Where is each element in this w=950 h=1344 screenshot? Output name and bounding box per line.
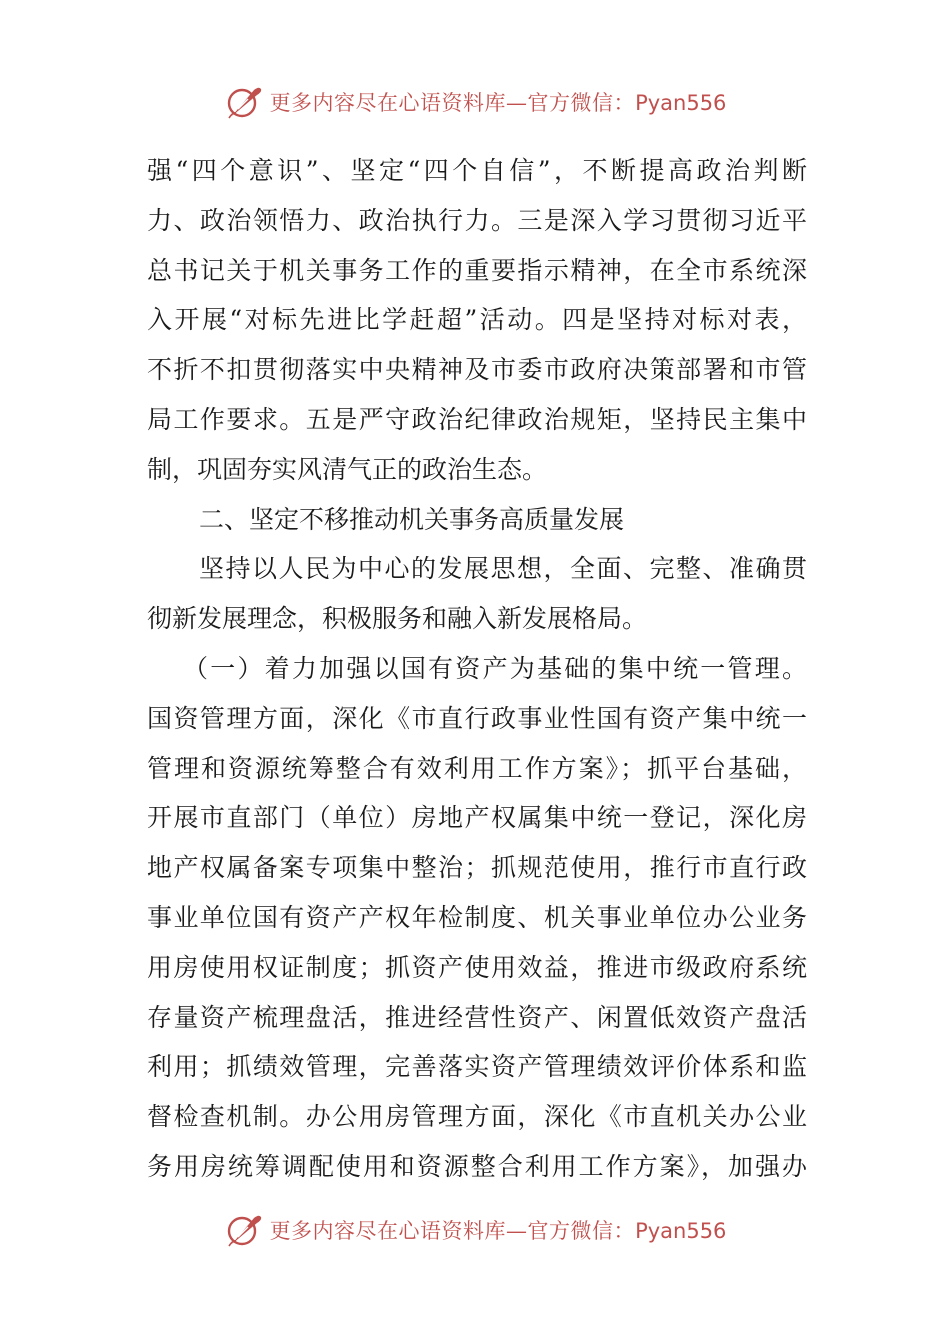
document-body [147, 146, 807, 1192]
paragraph-line: 管理和资源统筹整合有效利用工作方案》；抓平台基础， [147, 753, 807, 783]
watermark-account: Pyan556 [635, 1219, 727, 1243]
paragraph-line: 务用房统筹调配使用和资源整合利用工作方案》，加强办 [147, 1151, 807, 1181]
quill-pen-logo-icon [224, 82, 264, 122]
watermark-header [0, 80, 950, 124]
paragraph-line: 用房使用权证制度；抓资产使用效益，推进市级政府系统 [147, 952, 807, 982]
paragraph-line: 入开展“对标先进比学赶超”活动。四是坚持对标对表， [147, 305, 807, 335]
paragraph-line: 国资管理方面，深化《市直行政事业性国有资产集中统一 [147, 703, 807, 733]
paragraph-line: 利用；抓绩效管理，完善落实资产管理绩效评价体系和监 [147, 1052, 807, 1082]
paragraph-line: 地产权属备案专项集中整治；抓规范使用，推行市直行政 [147, 853, 807, 883]
paragraph-line: 强“四个意识”、坚定“四个自信”，不断提高政治判断 [147, 156, 807, 185]
paragraph-line: 力、政治领悟力、政治执行力。三是深入学习贯彻习近平 [147, 205, 807, 235]
watermark-text: 更多内容尽在心语资料库—官方微信：Pyan556 [269, 91, 727, 115]
watermark-footer [0, 1208, 950, 1252]
paragraph-line: 存量资产梳理盘活，推进经营性资产、闲置低效资产盘活 [147, 1002, 807, 1032]
paragraph-line: 事业单位国有资产产权年检制度、机关事业单位办公业务 [147, 902, 807, 932]
quill-pen-logo-icon [224, 1210, 264, 1250]
paragraph-line: 坚持以人民为中心的发展思想，全面、完整、准确贯 [199, 554, 807, 584]
paragraph-line: 督检查机制。办公用房管理方面，深化《市直机关办公业 [147, 1102, 807, 1132]
paragraph-line: 彻新发展理念，积极服务和融入新发展格局。 [147, 604, 648, 634]
paragraph-line: 局工作要求。五是严守政治纪律政治规矩，坚持民主集中 [147, 404, 807, 434]
watermark-account: Pyan556 [635, 91, 727, 115]
section-heading: 二、坚定不移推动机关事务高质量发展 [199, 504, 625, 534]
watermark-text: 更多内容尽在心语资料库—官方微信：Pyan556 [269, 1219, 727, 1243]
paragraph-line: 不折不扣贯彻落实中央精神及市委市政府决策部署和市管 [147, 355, 807, 385]
paragraph-line: 制，巩固夯实风清气正的政治生态。 [147, 454, 548, 484]
paragraph-line: 总书记关于机关事务工作的重要指示精神，在全市系统深 [147, 255, 807, 285]
paragraph-line: 开展市直部门（单位）房地产权属集中统一登记，深化房 [147, 803, 807, 833]
subsection-heading: （一）着力加强以国有资产为基础的集中统一管理。 [183, 653, 807, 683]
